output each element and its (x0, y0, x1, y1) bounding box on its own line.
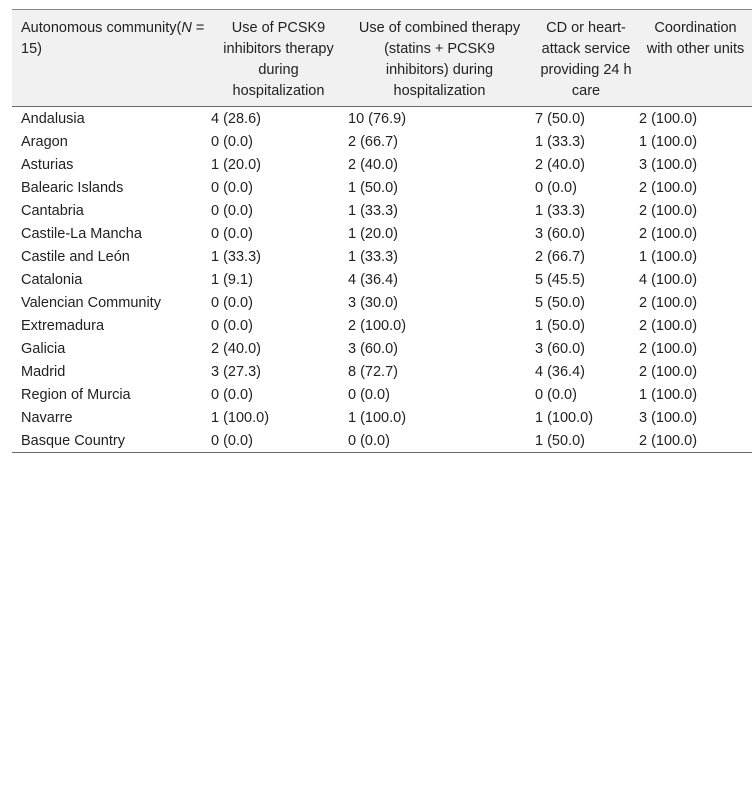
cell-combined: 3 (60.0) (348, 341, 398, 357)
cell-combined: 1 (33.3) (348, 203, 398, 219)
cell-combined: 8 (72.7) (348, 364, 398, 380)
table-row (12, 383, 752, 406)
cell-community: Cantabria (21, 203, 84, 219)
cell-coordination: 1 (100.0) (639, 249, 698, 265)
table-row (12, 314, 752, 337)
cell-pcsk9: 0 (0.0) (211, 318, 253, 334)
cell-combined: 2 (100.0) (348, 318, 407, 334)
cell-cd-service: 1 (50.0) (535, 318, 585, 334)
cell-cd-service: 1 (100.0) (535, 410, 594, 426)
cell-coordination: 2 (100.0) (639, 433, 698, 449)
cell-community: Balearic Islands (21, 180, 124, 196)
cell-combined: 1 (50.0) (348, 180, 398, 196)
cell-coordination: 2 (100.0) (639, 318, 698, 334)
cell-community: Andalusia (21, 111, 85, 127)
cell-cd-service: 2 (66.7) (535, 249, 585, 265)
cell-coordination: 2 (100.0) (639, 364, 698, 380)
cell-cd-service: 4 (36.4) (535, 364, 585, 380)
cell-cd-service: 1 (33.3) (535, 134, 585, 150)
cell-community: Galicia (21, 341, 66, 357)
table-row (12, 199, 752, 222)
header-row (12, 10, 752, 107)
header-community-suffix: = 15) (21, 20, 205, 57)
table-row (12, 406, 752, 429)
cell-coordination: 2 (100.0) (639, 203, 698, 219)
cell-pcsk9: 1 (100.0) (211, 410, 270, 426)
table-row (12, 153, 752, 176)
table-row (12, 130, 752, 153)
cell-community: Castile-La Mancha (21, 226, 142, 242)
table-row (12, 429, 752, 453)
cell-community: Madrid (21, 364, 66, 380)
cell-combined: 1 (20.0) (348, 226, 398, 242)
cell-combined: 0 (0.0) (348, 387, 390, 403)
cell-pcsk9: 4 (28.6) (211, 111, 261, 127)
cell-combined: 2 (40.0) (348, 157, 398, 173)
cell-combined: 1 (33.3) (348, 249, 398, 265)
cell-cd-service: 7 (50.0) (535, 111, 585, 127)
cell-combined: 4 (36.4) (348, 272, 398, 288)
cell-coordination: 2 (100.0) (639, 180, 698, 196)
cell-cd-service: 1 (33.3) (535, 203, 585, 219)
cell-community: Region of Murcia (21, 387, 131, 403)
cell-combined: 2 (66.7) (348, 134, 398, 150)
table-header (12, 10, 752, 107)
cell-pcsk9: 0 (0.0) (211, 295, 253, 311)
header-community (12, 10, 211, 107)
cell-pcsk9: 1 (9.1) (211, 272, 253, 288)
table-container (12, 9, 745, 453)
table-row (12, 291, 752, 314)
cell-coordination: 3 (100.0) (639, 410, 698, 426)
cell-community: Basque Country (21, 433, 125, 449)
cell-coordination: 2 (100.0) (639, 226, 698, 242)
header-combined-part2: (statins + PCSK9 inhibitors) during hospitalization (384, 41, 495, 99)
cell-pcsk9: 3 (27.3) (211, 364, 261, 380)
cell-cd-service: 1 (50.0) (535, 433, 585, 449)
header-community-prefix: Autonomous community( (21, 20, 182, 36)
cell-community: Asturias (21, 157, 74, 173)
cell-cd-service: 5 (45.5) (535, 272, 585, 288)
table-row (12, 360, 752, 383)
table-row (12, 222, 752, 245)
cell-community: Catalonia (21, 272, 83, 288)
cell-community: Castile and León (21, 249, 130, 265)
table-row (12, 268, 752, 291)
cell-pcsk9: 0 (0.0) (211, 180, 253, 196)
cell-cd-service: 3 (60.0) (535, 341, 585, 357)
cell-combined: 0 (0.0) (348, 433, 390, 449)
data-table (12, 9, 752, 453)
header-combined-part1: Use of combined therapy (358, 20, 521, 36)
cell-community: Aragon (21, 134, 68, 150)
cell-pcsk9: 0 (0.0) (211, 226, 253, 242)
table-row (12, 176, 752, 199)
cell-pcsk9: 1 (33.3) (211, 249, 261, 265)
cell-cd-service: 0 (0.0) (535, 387, 577, 403)
cell-combined: 3 (30.0) (348, 295, 398, 311)
cell-community: Extremadura (21, 318, 105, 334)
cell-pcsk9: 0 (0.0) (211, 134, 253, 150)
header-cd-service: CD or heart-attack service providing 24 h care (535, 10, 639, 107)
cell-pcsk9: 0 (0.0) (211, 203, 253, 219)
header-pcsk9: Use of PCSK9 inhibitors therapy during hospitalization (211, 10, 348, 107)
cell-community: Valencian Community (21, 295, 161, 311)
cell-pcsk9: 2 (40.0) (211, 341, 261, 357)
cell-coordination: 1 (100.0) (639, 134, 698, 150)
cell-coordination: 4 (100.0) (639, 272, 698, 288)
table-row (12, 107, 752, 131)
cell-pcsk9: 0 (0.0) (211, 433, 253, 449)
cell-coordination: 3 (100.0) (639, 157, 698, 173)
cell-coordination: 2 (100.0) (639, 341, 698, 357)
table-body (12, 107, 752, 453)
table-row (12, 337, 752, 360)
cell-coordination: 1 (100.0) (639, 387, 698, 403)
cell-coordination: 2 (100.0) (639, 111, 698, 127)
cell-combined: 10 (76.9) (348, 111, 407, 127)
table-row (12, 245, 752, 268)
cell-coordination: 2 (100.0) (639, 295, 698, 311)
cell-cd-service: 5 (50.0) (535, 295, 585, 311)
header-community-n: N (181, 20, 192, 36)
cell-pcsk9: 1 (20.0) (211, 157, 261, 173)
cell-cd-service: 0 (0.0) (535, 180, 577, 196)
cell-combined: 1 (100.0) (348, 410, 407, 426)
cell-pcsk9: 0 (0.0) (211, 387, 253, 403)
cell-cd-service: 2 (40.0) (535, 157, 585, 173)
header-coordination: Coordination with other units (639, 10, 752, 107)
header-combined (348, 10, 535, 107)
cell-cd-service: 3 (60.0) (535, 226, 585, 242)
cell-community: Navarre (21, 410, 73, 426)
